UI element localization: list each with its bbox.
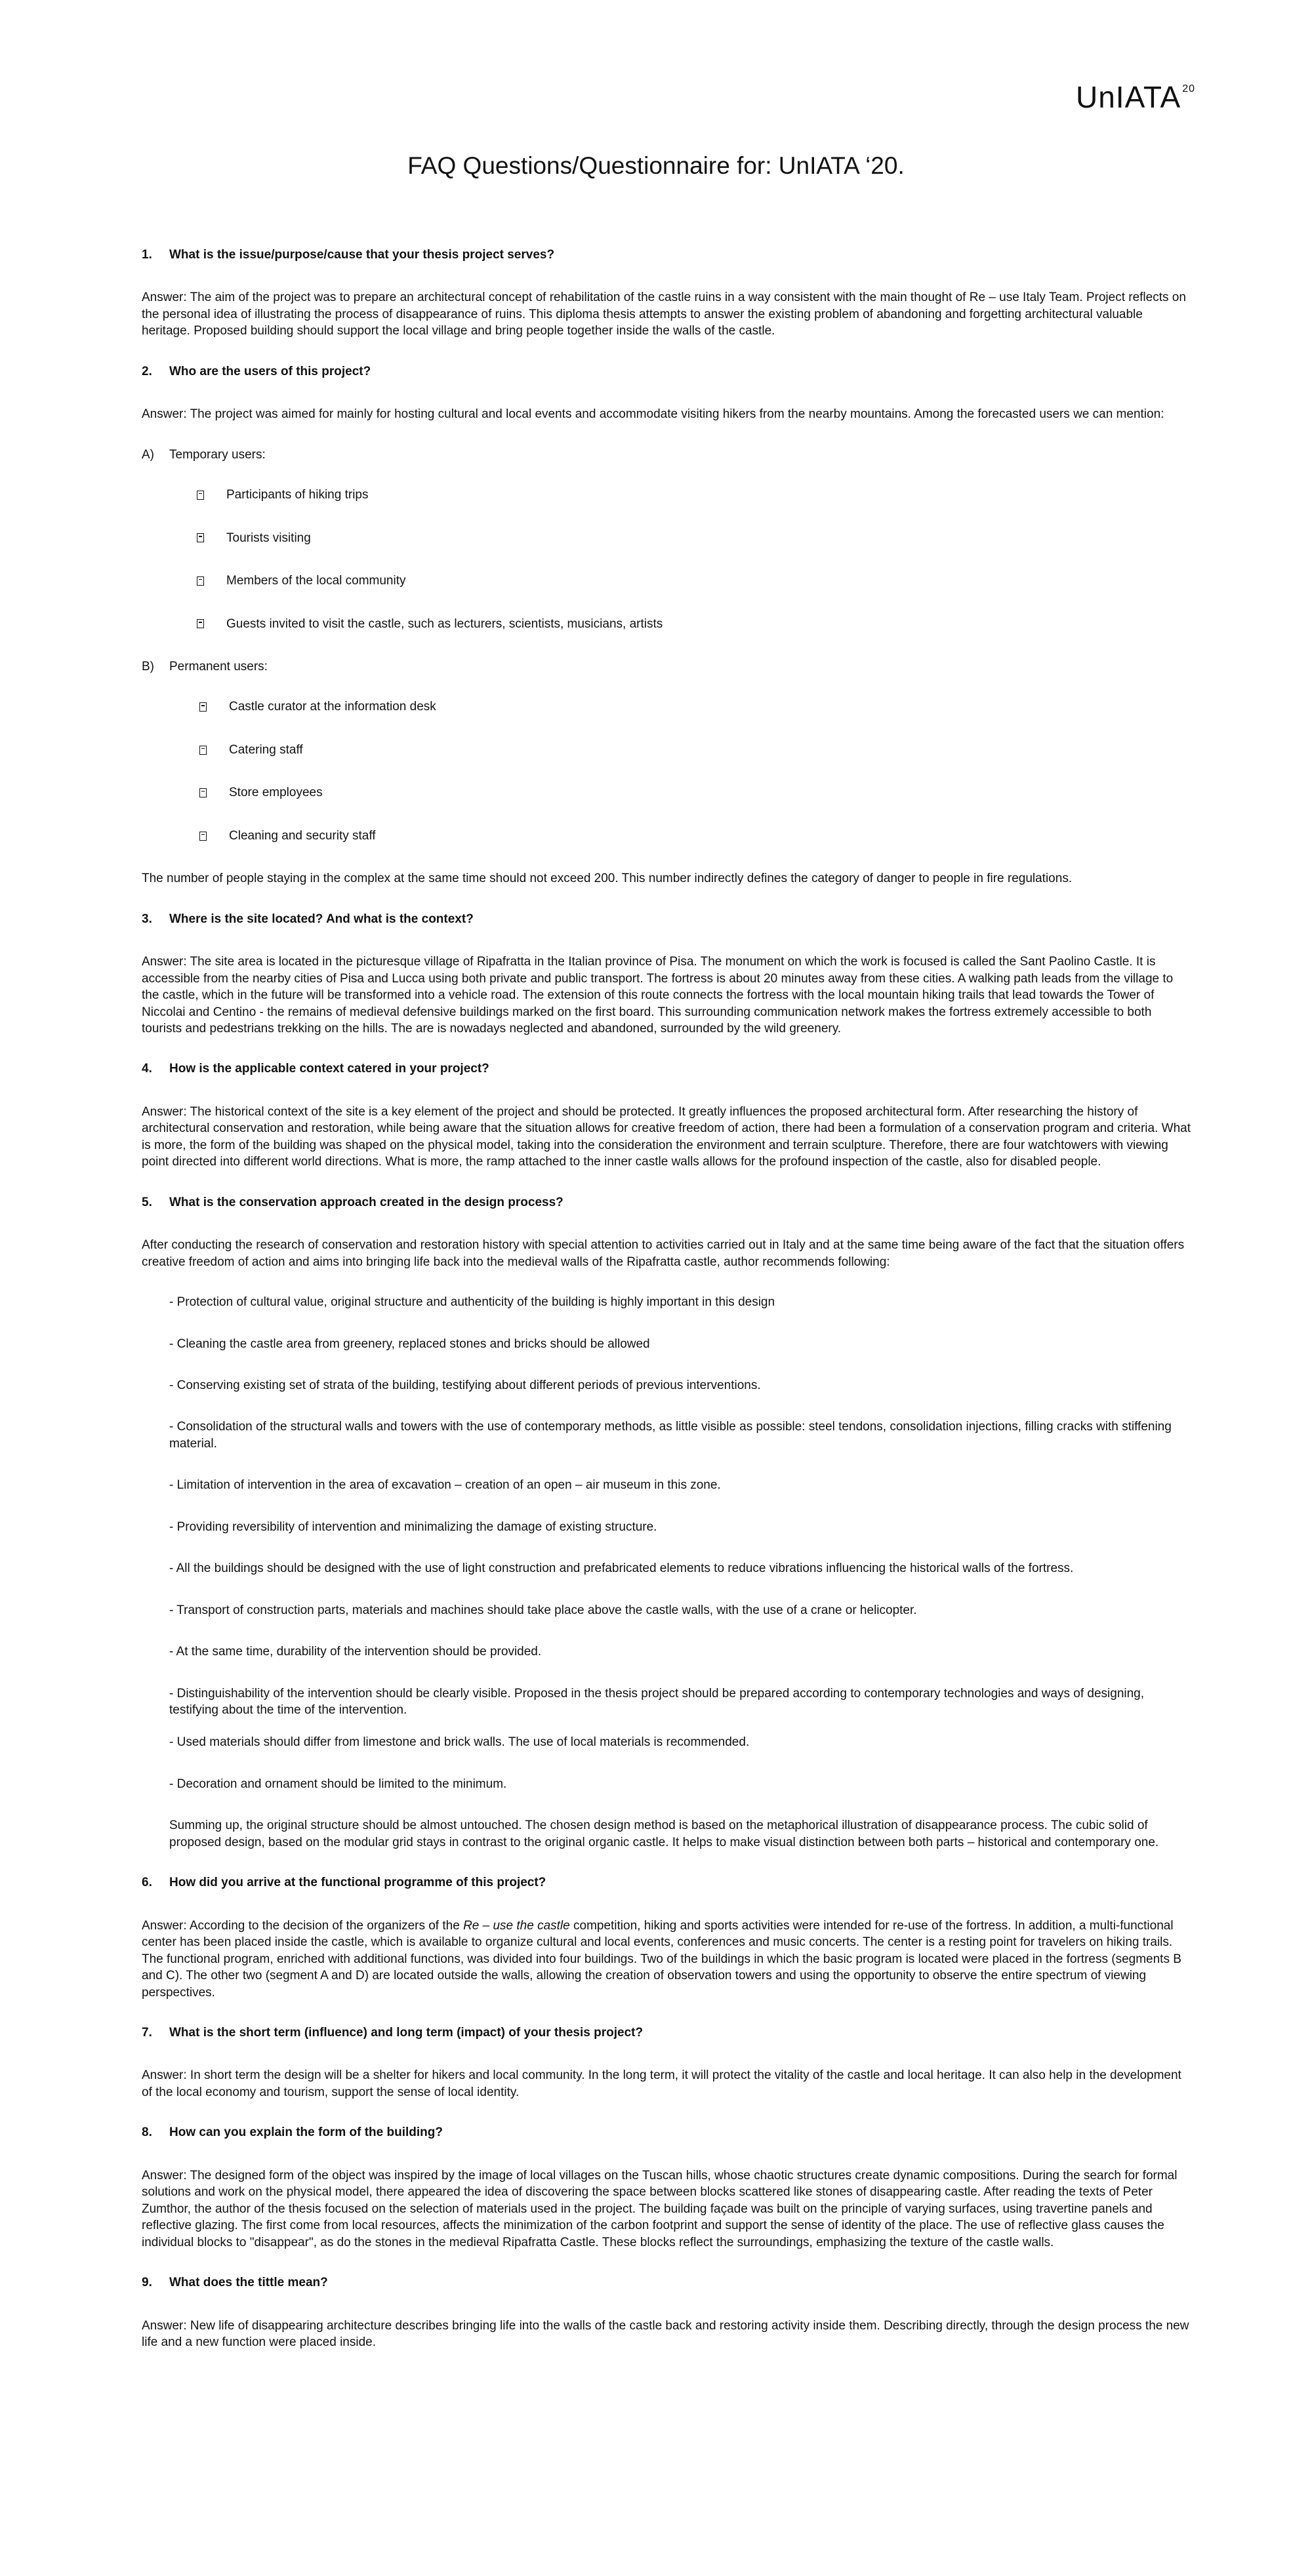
group-letter: A) — [142, 447, 154, 462]
document-title: FAQ Questions/Questionnaire for: UnIATA ‘20. — [407, 152, 905, 179]
list-item — [199, 742, 1191, 758]
question-7 — [142, 2024, 1191, 2041]
question-number: 4. — [142, 1062, 152, 1076]
answer-8: Answer: The designed form of the object was inspired by the image of local villages on the Tuscan hills, whose chaotic structures create dynamic compositions. During the search for formal solutions and work on the physical model, there appeared the idea of discovering the space between blocks scattered like stones of disappearing castle. After reading the texts of Peter Zumthor, the author of the thesis focused on the selection of materials used in the project. The building façade was built on the principle of varying surfaces, using travertine panels and reflective glazing. The first come from local resources, affects the minimization of the carbon footprint and support the sense of identity of the place. The use of reflective glass causes the individual blocks to "disappear", as do the stones in the medieval Ripafratta Castle. These blocks reflect the surroundings, emphasizing the texture of the castle walls. — [142, 2168, 1178, 2249]
users-capacity-note: The number of people staying in the complex at the same time should not exceed 200. This number indirectly defines the category of danger to people in fire regulations. — [142, 872, 1073, 886]
question-3 — [142, 911, 1191, 927]
question-number: 8. — [142, 2125, 152, 2140]
list-item — [197, 487, 1191, 503]
permanent-users-list — [142, 698, 1191, 844]
question-number: 5. — [142, 1195, 152, 1209]
bullet-icon — [197, 576, 204, 586]
answer-5-intro: After conducting the research of conservation and restoration history with special attention to activities carried out in Italy and at the same time being aware of the fact that the situation offers creative freedom of action and aims into bringing life back into the medieval walls of the Ripafratta castle, author recommends following: — [142, 1238, 1185, 1269]
conservation-recommendations — [142, 1294, 1191, 1792]
bullet-icon — [199, 746, 207, 755]
question-4 — [142, 1060, 1191, 1077]
group-letter: B) — [142, 659, 154, 674]
list-item: - Limitation of intervention in the area of excavation – creation of an open – air museum in this zone. — [169, 1478, 721, 1493]
list-item: - Conserving existing set of strata of the building, testifying about different periods of previous interventions. — [169, 1378, 761, 1392]
answer-1: Answer: The aim of the project was to prepare an architectural concept of rehabilitation of the castle ruins in a way consistent with the main thought of Re – use Italy Team. Project reflects on the personal idea of illustrating the process of disappearance of ruins. This diploma thesis attempts to answer the existing problem of abandoning and forgetting architectural valuable heritage. Proposed building should support the local village and bring people together inside the walls of the castle. — [142, 291, 1186, 338]
unlata-logo — [1076, 77, 1195, 118]
logo-superscript: 20 — [1182, 83, 1196, 94]
permanent-users-heading — [142, 658, 1191, 675]
list-item-text: Catering staff — [229, 742, 303, 757]
question-text: How is the applicable context catered in your project? — [169, 1062, 489, 1076]
bullet-icon — [197, 491, 204, 500]
answer-text: Answer: According to the decision of the organizers of the — [142, 1918, 464, 1933]
question-text: How did you arrive at the functional programme of this project? — [169, 1876, 546, 1890]
question-6 — [142, 1874, 1191, 1891]
bullet-icon — [197, 533, 204, 542]
answer-text: competition, hiking and sports activities were intended for re-use of the fortress. In addition, a multi-functional center has been placed inside the castle, which is available to organize cultural and local events, conferences and music concerts. The center is a resting point for travelers on hiking trails. The functional program, enriched with additional functions, was divided into four buildings. Two of the buildings in which the basic program is located were placed in the fortress (segments B and C). The other two (segment A and D) are located outside the walls, allowing the creation of observation towers and using the opportunity to observe the entire spectrum of viewing perspectives. — [142, 1918, 1181, 2000]
list-item: - At the same time, durability of the intervention should be provided. — [169, 1645, 542, 1659]
list-item-text: Store employees — [229, 786, 323, 800]
bullet-icon — [197, 619, 204, 628]
list-item: - Distinguishability of the intervention should be clearly visible. Proposed in the thesis project should be prepared according to contemporary technologies and ways of designing, testifying about the time of the intervention. — [169, 1686, 1145, 1718]
answer-5-summary: Summing up, the original structure should be almost untouched. The chosen design method is based on the metaphorical illustration of disappearance process. The cubic solid of proposed design, based on the modular grid stays in contrast to the original organic castle. It helps to make visual distinction between both parts – historical and contemporary one. — [169, 1819, 1159, 1849]
question-text: How can you explain the form of the building? — [169, 2125, 443, 2140]
competition-name: Re – use the castle — [463, 1918, 570, 1933]
group-label: Temporary users: — [169, 447, 266, 462]
list-item: - Providing reversibility of intervention and minimalizing the damage of existing structure. — [169, 1519, 657, 1534]
list-item: - Decoration and ornament should be limited to the minimum. — [169, 1777, 507, 1791]
list-item — [199, 698, 1191, 715]
question-text: What does the tittle mean? — [169, 2276, 328, 2290]
question-text: Who are the users of this project? — [169, 364, 371, 378]
list-item-text: Tourists visiting — [226, 531, 311, 545]
list-item: - All the buildings should be designed with the use of light construction and prefabricated elements to reduce vibrations influencing the historical walls of the fortress. — [169, 1561, 1074, 1576]
group-label: Permanent users: — [169, 659, 268, 674]
question-1 — [142, 247, 1191, 263]
list-item: - Transport of construction parts, materials and machines should take place above the castle walls, with the use of a crane or helicopter. — [169, 1603, 917, 1617]
list-item — [199, 784, 1191, 801]
list-item — [197, 573, 1191, 589]
list-item: - Cleaning the castle area from greenery, replaced stones and bricks should be allowed — [169, 1337, 650, 1351]
temporary-users-list — [142, 487, 1191, 632]
temporary-users-heading — [142, 447, 1191, 463]
question-number: 1. — [142, 248, 152, 262]
list-item: - Consolidation of the structural walls and towers with the use of contemporary methods, as little visible as possible: steel tendons, consolidation injections, filling cracks with stiffening material. — [169, 1420, 1172, 1451]
list-item — [197, 616, 1191, 632]
list-item — [197, 530, 1191, 546]
answer-2: Answer: The project was aimed for mainly for hosting cultural and local events and accommodate visiting hikers from the nearby mountains. Among the forecasted users we can mention: — [142, 407, 1164, 422]
question-5 — [142, 1194, 1191, 1211]
faq-content — [142, 247, 1191, 2374]
answer-6 — [142, 1918, 1191, 2001]
question-text: What is the short term (influence) and long term (impact) of your thesis project? — [169, 2026, 644, 2040]
question-number: 3. — [142, 912, 152, 926]
question-9 — [142, 2274, 1191, 2291]
bullet-icon — [199, 832, 207, 841]
question-text: What is the issue/purpose/cause that your thesis project serves? — [169, 248, 555, 262]
bullet-icon — [199, 788, 207, 797]
list-item-text: Castle curator at the information desk — [229, 700, 436, 714]
answer-7: Answer: In short term the design will be a shelter for hikers and local community. In the long term, it will protect the vitality of the castle and local heritage. It can also help in the development of the local economy and tourism, support the sense of local identity. — [142, 2068, 1181, 2099]
question-text: What is the conservation approach created in the design process? — [169, 1195, 564, 1209]
list-item-text: Members of the local community — [226, 574, 406, 588]
question-2 — [142, 363, 1191, 380]
answer-3: Answer: The site area is located in the picturesque village of Ripafratta in the Italian province of Pisa. The monument on which the work is focused is called the Sant Paolino Castle. It is accessible from the nearby cities of Pisa and Lucca using both private and public transport. The fortress is about 20 minutes away from these cities. A walking path leads from the village to the castle, which in the future will be transformed into a vehicle road. The extension of this route connects the fortress with the local mountain hiking trails that lead towards the Tower of Niccolai and Centino - the remains of medieval defensive buildings marked on the first board. This surrounding communication network makes the fortress extremely accessible to both tourists and pedestrians trekking on the hills. The are is nowadays neglected and abandoned, surrounded by the wild greenery. — [142, 955, 1174, 1036]
answer-9: Answer: New life of disappearing architecture describes bringing life into the walls of the castle back and restoring activity inside them. Describing directly, through the design process the new life and a new function were placed inside. — [142, 2318, 1189, 2349]
question-number: 7. — [142, 2026, 152, 2040]
logo-text: UnIATA — [1076, 80, 1181, 114]
question-number: 6. — [142, 1876, 152, 1890]
question-number: 2. — [142, 364, 152, 378]
list-item-text: Cleaning and security staff — [229, 828, 376, 843]
question-text: Where is the site located? And what is the context? — [169, 912, 474, 926]
list-item-text: Guests invited to visit the castle, such as lecturers, scientists, musicians, artists — [226, 616, 663, 631]
list-item-text: Participants of hiking trips — [226, 488, 369, 502]
list-item — [199, 828, 1191, 844]
question-number: 9. — [142, 2276, 152, 2290]
answer-4: Answer: The historical context of the site is a key element of the project and should be protected. It greatly influences the proposed architectural form. After researching the history of architectural conservation and restoration, while being aware that the situation allows for creative freedom of action, there had been a formulation of a conservation program and criteria. What is more, the form of the building was shaped on the physical model, taking into the consideration the environment and terrain sculpture. Therefore, there are four watchtowers with viewing point directed into different world directions. What is more, the ramp attached to the inner castle walls allows for the profound inspection of the castle, also for disabled people. — [142, 1104, 1191, 1169]
question-8 — [142, 2124, 1191, 2141]
list-item: - Protection of cultural value, original structure and authenticity of the building is highly important in this design — [169, 1295, 775, 1310]
list-item: - Used materials should differ from limestone and brick walls. The use of local materials is recommended. — [169, 1735, 750, 1750]
bullet-icon — [199, 702, 207, 712]
